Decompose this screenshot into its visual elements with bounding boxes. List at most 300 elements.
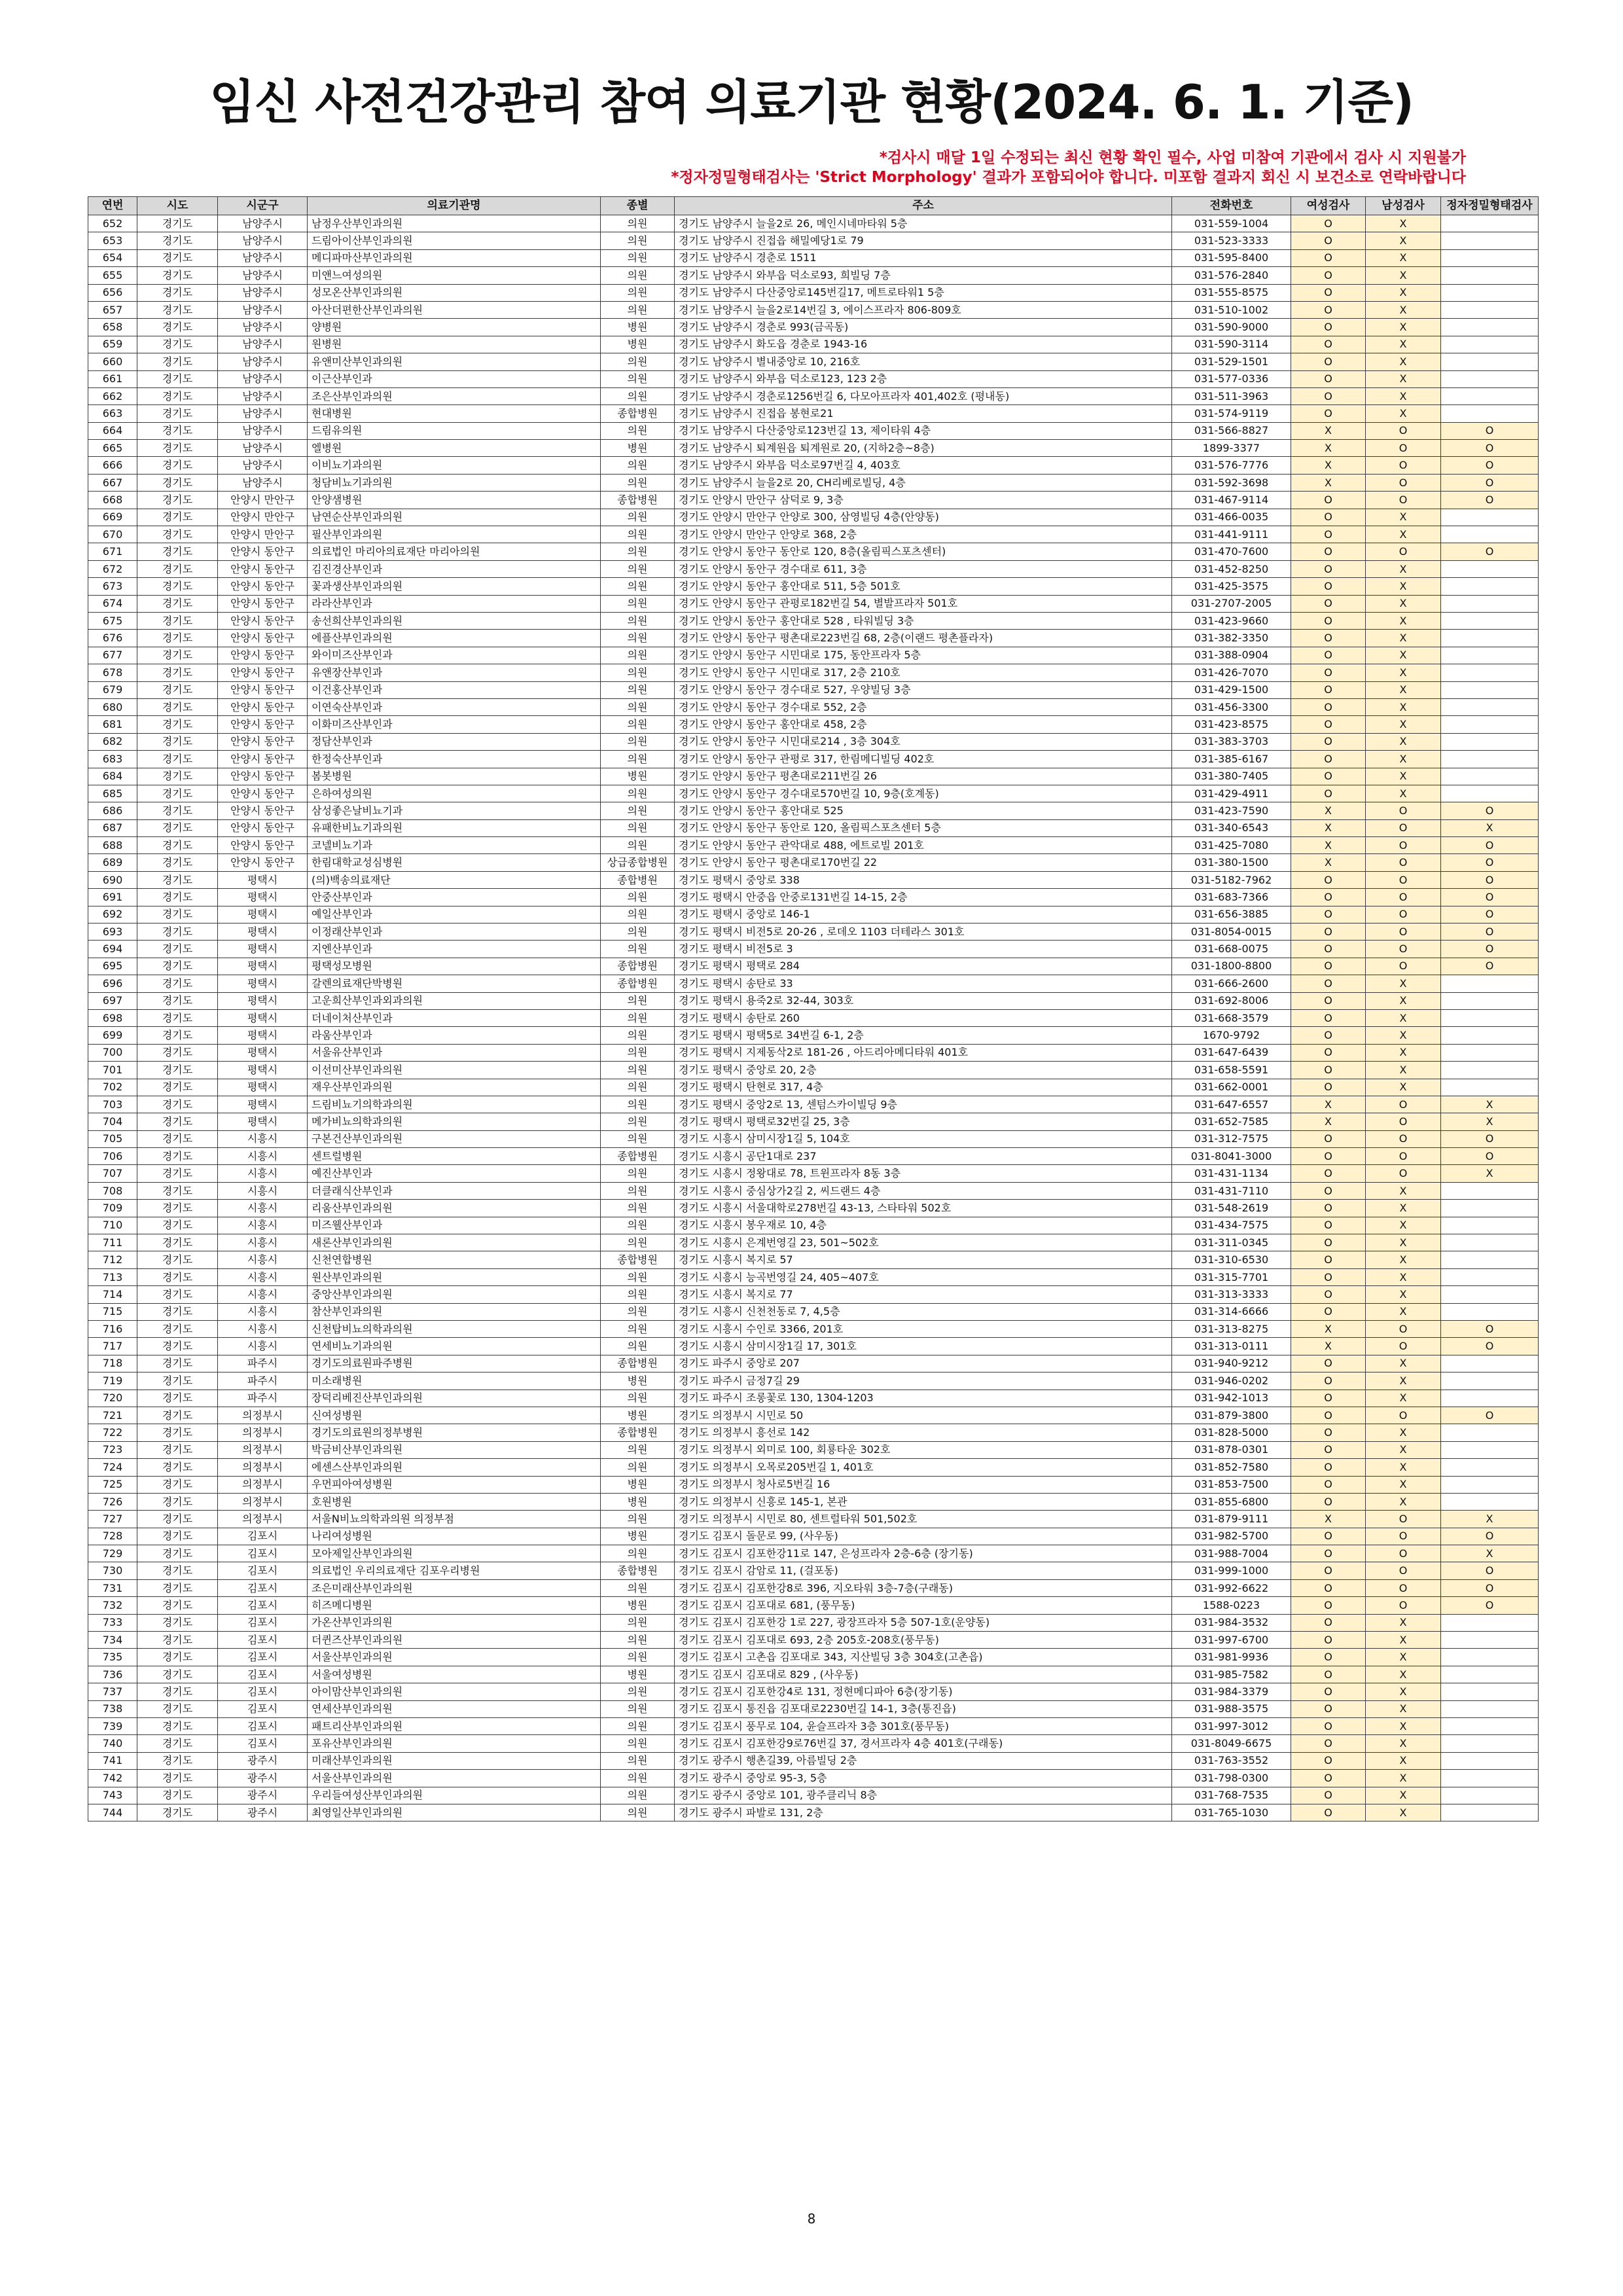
cell-district: 의정부시 — [218, 1459, 308, 1476]
cell-phone: 031-768-7535 — [1172, 1787, 1291, 1804]
cell-female-test: O — [1291, 941, 1366, 958]
cell-female-test: O — [1291, 924, 1366, 941]
table-row — [88, 492, 1539, 509]
cell-institution-type: 의원 — [601, 837, 675, 854]
cell-district: 의정부시 — [218, 1493, 308, 1510]
cell-male-test: X — [1366, 647, 1441, 664]
cell-district: 평택시 — [218, 906, 308, 923]
cell-male-test: O — [1366, 958, 1441, 975]
cell-sperm-morphology-test — [1441, 698, 1539, 715]
cell-institution-name: 연세비뇨기과의원 — [308, 1338, 601, 1355]
cell-province: 경기도 — [137, 405, 218, 422]
cell-female-test: O — [1291, 319, 1366, 336]
cell-phone: 031-434-7575 — [1172, 1217, 1291, 1234]
table-row — [88, 560, 1539, 577]
cell-phone: 031-576-7776 — [1172, 457, 1291, 474]
cell-female-test: O — [1291, 232, 1366, 249]
cell-row-number: 694 — [88, 941, 137, 958]
cell-institution-type: 의원 — [601, 267, 675, 284]
cell-province: 경기도 — [137, 284, 218, 301]
cell-male-test: X — [1366, 595, 1441, 612]
cell-institution-type: 의원 — [601, 698, 675, 715]
table-row — [88, 1493, 1539, 1510]
cell-address: 경기도 의정부시 시민로 50 — [675, 1407, 1172, 1424]
cell-male-test: X — [1366, 267, 1441, 284]
cell-female-test: O — [1291, 1027, 1366, 1044]
cell-sperm-morphology-test: O — [1441, 1130, 1539, 1147]
cell-phone: 031-999-1000 — [1172, 1562, 1291, 1579]
cell-district: 안양시 동안구 — [218, 560, 308, 577]
cell-institution-name: 최영일산부인과의원 — [308, 1804, 601, 1821]
cell-male-test: X — [1366, 1476, 1441, 1493]
cell-female-test: O — [1291, 1717, 1366, 1734]
cell-institution-name: 평택성모병원 — [308, 958, 601, 975]
cell-district: 김포시 — [218, 1528, 308, 1545]
cell-row-number: 703 — [88, 1096, 137, 1113]
cell-institution-name: 미앤느여성의원 — [308, 267, 601, 284]
cell-phone: 031-878-0301 — [1172, 1441, 1291, 1458]
cell-female-test: O — [1291, 1372, 1366, 1390]
cell-sperm-morphology-test — [1441, 319, 1539, 336]
cell-female-test: O — [1291, 1804, 1366, 1821]
cell-address: 경기도 평택시 중앙2로 13, 센텀스카이빌딩 9층 — [675, 1096, 1172, 1113]
cell-sperm-morphology-test — [1441, 1459, 1539, 1476]
cell-institution-type: 의원 — [601, 1770, 675, 1787]
cell-district: 남양주시 — [218, 284, 308, 301]
cell-male-test: O — [1366, 440, 1441, 457]
cell-district: 안양시 동안구 — [218, 698, 308, 715]
cell-row-number: 677 — [88, 647, 137, 664]
cell-sperm-morphology-test — [1441, 1700, 1539, 1717]
cell-district: 시흥시 — [218, 1251, 308, 1268]
cell-row-number: 652 — [88, 215, 137, 232]
cell-institution-type: 의원 — [601, 1735, 675, 1752]
cell-address: 경기도 남양주시 경춘로 993(금곡동) — [675, 319, 1172, 336]
cell-address: 경기도 평택시 송탄로 33 — [675, 975, 1172, 992]
cell-address: 경기도 평택시 송탄로 260 — [675, 1009, 1172, 1026]
cell-institution-name: 청담비뇨기과의원 — [308, 474, 601, 491]
cell-female-test: O — [1291, 1787, 1366, 1804]
table-row — [88, 819, 1539, 836]
cell-row-number: 702 — [88, 1079, 137, 1096]
cell-district: 안양시 만안구 — [218, 509, 308, 526]
cell-institution-name: 이근산부인과 — [308, 370, 601, 387]
cell-phone: 031-988-3575 — [1172, 1700, 1291, 1717]
cell-female-test: O — [1291, 1390, 1366, 1407]
cell-sperm-morphology-test: O — [1441, 492, 1539, 509]
cell-institution-type: 의원 — [601, 1338, 675, 1355]
cell-address: 경기도 안양시 동안구 경수대로 552, 2층 — [675, 698, 1172, 715]
cell-district: 평택시 — [218, 889, 308, 906]
cell-institution-type: 병원 — [601, 1597, 675, 1614]
cell-province: 경기도 — [137, 854, 218, 871]
cell-sperm-morphology-test: O — [1441, 1321, 1539, 1338]
cell-row-number: 680 — [88, 698, 137, 715]
cell-female-test: O — [1291, 1476, 1366, 1493]
cell-male-test: X — [1366, 1666, 1441, 1683]
cell-female-test: O — [1291, 1528, 1366, 1545]
table-row — [88, 509, 1539, 526]
table-row — [88, 1372, 1539, 1390]
cell-row-number: 711 — [88, 1234, 137, 1251]
cell-institution-type: 병원 — [601, 319, 675, 336]
cell-province: 경기도 — [137, 1770, 218, 1787]
cell-male-test: X — [1366, 1390, 1441, 1407]
cell-female-test: O — [1291, 543, 1366, 560]
cell-institution-name: 조은미래산부인과의원 — [308, 1579, 601, 1596]
cell-phone: 031-388-0904 — [1172, 647, 1291, 664]
cell-address: 경기도 안양시 만안구 안양로 368, 2층 — [675, 526, 1172, 543]
cell-sperm-morphology-test — [1441, 284, 1539, 301]
table-row — [88, 647, 1539, 664]
cell-district: 평택시 — [218, 1027, 308, 1044]
cell-phone: 031-656-3885 — [1172, 906, 1291, 923]
cell-female-test: X — [1291, 474, 1366, 491]
cell-female-test: O — [1291, 1441, 1366, 1458]
cell-district: 안양시 동안구 — [218, 630, 308, 647]
cell-phone: 031-431-1134 — [1172, 1165, 1291, 1182]
cell-phone: 031-997-6700 — [1172, 1632, 1291, 1649]
cell-district: 김포시 — [218, 1597, 308, 1614]
cell-row-number: 730 — [88, 1562, 137, 1579]
cell-row-number: 671 — [88, 543, 137, 560]
cell-sperm-morphology-test: O — [1441, 924, 1539, 941]
cell-district: 광주시 — [218, 1752, 308, 1769]
cell-male-test: X — [1366, 1770, 1441, 1787]
table-row — [88, 975, 1539, 992]
cell-phone: 031-314-6666 — [1172, 1303, 1291, 1320]
cell-district: 안양시 동안구 — [218, 578, 308, 595]
cell-institution-name: 이비뇨기과의원 — [308, 457, 601, 474]
cell-male-test: X — [1366, 1182, 1441, 1199]
cell-female-test: O — [1291, 1752, 1366, 1769]
cell-institution-name: 라라산부인과 — [308, 595, 601, 612]
cell-male-test: X — [1366, 370, 1441, 387]
cell-district: 안양시 동안구 — [218, 595, 308, 612]
cell-female-test: O — [1291, 1562, 1366, 1579]
cell-province: 경기도 — [137, 1009, 218, 1026]
cell-male-test: X — [1366, 578, 1441, 595]
cell-province: 경기도 — [137, 647, 218, 664]
table-row — [88, 1632, 1539, 1649]
cell-sperm-morphology-test — [1441, 681, 1539, 698]
cell-male-test: X — [1366, 1234, 1441, 1251]
cell-address: 경기도 안양시 동안구 동안로 120, 8층(올림픽스포츠센터) — [675, 543, 1172, 560]
cell-address: 경기도 시흥시 복지로 77 — [675, 1286, 1172, 1303]
cell-address: 경기도 남양주시 늘을2로14번길 3, 에이스프라자 806-809호 — [675, 301, 1172, 318]
cell-address: 경기도 시흥시 신천천동로 7, 4,5층 — [675, 1303, 1172, 1320]
cell-phone: 031-313-3333 — [1172, 1286, 1291, 1303]
table-row — [88, 1217, 1539, 1234]
table-row — [88, 941, 1539, 958]
cell-institution-name: 남정우산부인과의원 — [308, 215, 601, 232]
cell-female-test: X — [1291, 422, 1366, 439]
cell-institution-type: 의원 — [601, 751, 675, 768]
table-row — [88, 1528, 1539, 1545]
cell-district: 평택시 — [218, 958, 308, 975]
table-row — [88, 1424, 1539, 1441]
cell-district: 김포시 — [218, 1717, 308, 1734]
cell-male-test: O — [1366, 1148, 1441, 1165]
cell-row-number: 743 — [88, 1787, 137, 1804]
cell-institution-type: 의원 — [601, 1234, 675, 1251]
cell-district: 평택시 — [218, 1062, 308, 1079]
cell-address: 경기도 시흥시 능곡번영길 24, 405~407호 — [675, 1268, 1172, 1285]
cell-institution-type: 종합병원 — [601, 1355, 675, 1372]
cell-district: 안양시 동안구 — [218, 819, 308, 836]
cell-address: 경기도 남양주시 와부읍 덕소로123, 123 2층 — [675, 370, 1172, 387]
cell-address: 경기도 김포시 김포한강11로 147, 은성프라자 2층-6층 (장기동) — [675, 1545, 1172, 1562]
cell-institution-type: 의원 — [601, 353, 675, 370]
cell-institution-type: 의원 — [601, 1700, 675, 1717]
cell-institution-name: 한정숙산부인과 — [308, 751, 601, 768]
cell-male-test: O — [1366, 1528, 1441, 1545]
notice-line-1: *검사시 매달 1일 수정되는 최신 현황 확인 필수, 사업 미참여 기관에서 검사 시 지원불가 — [879, 149, 1466, 166]
cell-institution-name: 조은산부인과의원 — [308, 387, 601, 404]
cell-institution-name: 에센스산부인과의원 — [308, 1459, 601, 1476]
table-row — [88, 1562, 1539, 1579]
cell-male-test: O — [1366, 1597, 1441, 1614]
cell-institution-name: 엘병원 — [308, 440, 601, 457]
cell-sperm-morphology-test — [1441, 387, 1539, 404]
cell-phone: 031-992-6622 — [1172, 1579, 1291, 1596]
cell-phone: 031-8054-0015 — [1172, 924, 1291, 941]
table-row — [88, 1441, 1539, 1458]
table-row — [88, 958, 1539, 975]
table-row — [88, 249, 1539, 266]
cell-row-number: 726 — [88, 1493, 137, 1510]
cell-institution-type: 종합병원 — [601, 1251, 675, 1268]
cell-province: 경기도 — [137, 958, 218, 975]
cell-province: 경기도 — [137, 1717, 218, 1734]
cell-district: 안양시 동안구 — [218, 854, 308, 871]
cell-address: 경기도 시흥시 삼미시장1길 5, 104호 — [675, 1130, 1172, 1147]
cell-district: 시흥시 — [218, 1182, 308, 1199]
cell-address: 경기도 파주시 조롱꽃로 130, 1304-1203 — [675, 1390, 1172, 1407]
cell-female-test: X — [1291, 837, 1366, 854]
cell-address: 경기도 김포시 돌문로 99, (사우동) — [675, 1528, 1172, 1545]
cell-province: 경기도 — [137, 370, 218, 387]
cell-district: 안양시 동안구 — [218, 664, 308, 681]
cell-institution-type: 의원 — [601, 370, 675, 387]
cell-province: 경기도 — [137, 1545, 218, 1562]
cell-phone: 031-668-3579 — [1172, 1009, 1291, 1026]
cell-row-number: 684 — [88, 768, 137, 785]
cell-district: 안양시 동안구 — [218, 612, 308, 629]
cell-institution-name: 재우산부인과의원 — [308, 1079, 601, 1096]
cell-row-number: 676 — [88, 630, 137, 647]
cell-district: 평택시 — [218, 1044, 308, 1061]
cell-province: 경기도 — [137, 1234, 218, 1251]
cell-address: 경기도 김포시 고촌읍 김포대로 343, 지산빌딩 3층 304호(고촌읍) — [675, 1649, 1172, 1666]
cell-row-number: 691 — [88, 889, 137, 906]
cell-female-test: O — [1291, 1182, 1366, 1199]
cell-institution-name: 갈렌의료재단박병원 — [308, 975, 601, 992]
cell-sperm-morphology-test: X — [1441, 1096, 1539, 1113]
cell-female-test: X — [1291, 1096, 1366, 1113]
cell-phone: 031-662-0001 — [1172, 1079, 1291, 1096]
cell-province: 경기도 — [137, 1355, 218, 1372]
cell-province: 경기도 — [137, 560, 218, 577]
col-header-phone: 전화번호 — [1172, 197, 1291, 215]
cell-male-test: O — [1366, 543, 1441, 560]
cell-province: 경기도 — [137, 681, 218, 698]
cell-institution-type: 의원 — [601, 1787, 675, 1804]
cell-female-test: O — [1291, 751, 1366, 768]
cell-sperm-morphology-test — [1441, 733, 1539, 750]
table-row — [88, 768, 1539, 785]
cell-district: 남양주시 — [218, 353, 308, 370]
cell-institution-type: 병원 — [601, 1493, 675, 1510]
cell-institution-type: 의원 — [601, 422, 675, 439]
table-row — [88, 595, 1539, 612]
cell-phone: 031-981-9936 — [1172, 1649, 1291, 1666]
cell-phone: 031-683-7366 — [1172, 889, 1291, 906]
cell-male-test: X — [1366, 1268, 1441, 1285]
cell-institution-type: 병원 — [601, 336, 675, 353]
cell-institution-name: 메디파마산부인과의원 — [308, 249, 601, 266]
cell-male-test: O — [1366, 906, 1441, 923]
cell-institution-name: 의료법인 우리의료재단 김포우리병원 — [308, 1562, 601, 1579]
cell-address: 경기도 남양주시 화도읍 경춘로 1943-16 — [675, 336, 1172, 353]
cell-sperm-morphology-test — [1441, 975, 1539, 992]
cell-province: 경기도 — [137, 1251, 218, 1268]
cell-male-test: O — [1366, 924, 1441, 941]
cell-institution-type: 의원 — [601, 1804, 675, 1821]
cell-sperm-morphology-test: O — [1441, 543, 1539, 560]
table-row — [88, 526, 1539, 543]
cell-phone: 031-576-2840 — [1172, 267, 1291, 284]
cell-province: 경기도 — [137, 387, 218, 404]
cell-province: 경기도 — [137, 1062, 218, 1079]
cell-sperm-morphology-test — [1441, 1787, 1539, 1804]
cell-phone: 031-431-7110 — [1172, 1182, 1291, 1199]
cell-sperm-morphology-test — [1441, 370, 1539, 387]
table-row — [88, 578, 1539, 595]
cell-sperm-morphology-test — [1441, 612, 1539, 629]
cell-institution-type: 종합병원 — [601, 492, 675, 509]
cell-phone: 031-574-9119 — [1172, 405, 1291, 422]
col-header-district: 시군구 — [218, 197, 308, 215]
cell-male-test: X — [1366, 1079, 1441, 1096]
cell-row-number: 664 — [88, 422, 137, 439]
cell-sperm-morphology-test — [1441, 768, 1539, 785]
cell-institution-name: 이정래산부인과 — [308, 924, 601, 941]
cell-female-test: O — [1291, 958, 1366, 975]
table-row — [88, 733, 1539, 750]
cell-province: 경기도 — [137, 1424, 218, 1441]
table-row — [88, 1303, 1539, 1320]
cell-institution-type: 의원 — [601, 1182, 675, 1199]
cell-institution-type: 의원 — [601, 681, 675, 698]
cell-address: 경기도 의정부시 오목로205번길 1, 401호 — [675, 1459, 1172, 1476]
cell-phone: 031-985-7582 — [1172, 1666, 1291, 1683]
cell-female-test: O — [1291, 1579, 1366, 1596]
cell-district: 남양주시 — [218, 474, 308, 491]
cell-province: 경기도 — [137, 319, 218, 336]
cell-female-test: O — [1291, 612, 1366, 629]
cell-province: 경기도 — [137, 1683, 218, 1700]
cell-address: 경기도 평택시 중앙로 20, 2층 — [675, 1062, 1172, 1079]
cell-institution-type: 의원 — [601, 647, 675, 664]
cell-province: 경기도 — [137, 440, 218, 457]
table-row — [88, 1614, 1539, 1631]
cell-institution-name: 와이미즈산부인과 — [308, 647, 601, 664]
cell-district: 의정부시 — [218, 1476, 308, 1493]
cell-female-test: O — [1291, 267, 1366, 284]
cell-institution-type: 의원 — [601, 1079, 675, 1096]
cell-district: 파주시 — [218, 1372, 308, 1390]
cell-institution-name: 박금비산부인과의원 — [308, 1441, 601, 1458]
cell-district: 평택시 — [218, 871, 308, 888]
cell-female-test: O — [1291, 1666, 1366, 1683]
cell-phone: 031-312-7575 — [1172, 1130, 1291, 1147]
table-body — [88, 215, 1539, 1821]
cell-sperm-morphology-test — [1441, 630, 1539, 647]
table-row — [88, 457, 1539, 474]
cell-institution-type: 병원 — [601, 1476, 675, 1493]
cell-row-number: 679 — [88, 681, 137, 698]
table-row — [88, 1268, 1539, 1285]
cell-female-test: O — [1291, 336, 1366, 353]
cell-address: 경기도 안양시 동안구 평촌대로211번길 26 — [675, 768, 1172, 785]
cell-institution-name: 안양샘병원 — [308, 492, 601, 509]
cell-province: 경기도 — [137, 1493, 218, 1510]
cell-phone: 031-879-3800 — [1172, 1407, 1291, 1424]
cell-male-test: X — [1366, 1717, 1441, 1734]
cell-district: 안양시 만안구 — [218, 492, 308, 509]
cell-phone: 031-523-3333 — [1172, 232, 1291, 249]
col-header-type: 종별 — [601, 197, 675, 215]
cell-institution-type: 종합병원 — [601, 405, 675, 422]
cell-institution-type: 의원 — [601, 1459, 675, 1476]
cell-institution-type: 의원 — [601, 1303, 675, 1320]
table-row — [88, 1390, 1539, 1407]
cell-address: 경기도 안양시 동안구 관평로 317, 한림메디빌딩 402호 — [675, 751, 1172, 768]
table-row — [88, 1752, 1539, 1769]
cell-institution-name: 미소래병원 — [308, 1372, 601, 1390]
cell-address: 경기도 남양주시 별내중앙로 10, 216호 — [675, 353, 1172, 370]
cell-male-test: X — [1366, 1459, 1441, 1476]
cell-institution-name: 새론산부인과의원 — [308, 1234, 601, 1251]
cell-institution-type: 의원 — [601, 612, 675, 629]
cell-sperm-morphology-test: X — [1441, 1165, 1539, 1182]
cell-phone: 031-425-3575 — [1172, 578, 1291, 595]
cell-row-number: 681 — [88, 716, 137, 733]
table-row — [88, 1165, 1539, 1182]
cell-institution-type: 종합병원 — [601, 1424, 675, 1441]
cell-female-test: O — [1291, 716, 1366, 733]
cell-address: 경기도 남양주시 늘을2로 20, CH리베로빌딩, 4층 — [675, 474, 1172, 491]
cell-phone: 031-828-5000 — [1172, 1424, 1291, 1441]
cell-institution-name: 경기도의료원의정부병원 — [308, 1424, 601, 1441]
cell-male-test: O — [1366, 819, 1441, 836]
cell-district: 김포시 — [218, 1632, 308, 1649]
cell-institution-name: 에플산부인과의원 — [308, 630, 601, 647]
cell-row-number: 727 — [88, 1511, 137, 1528]
cell-male-test: X — [1366, 1493, 1441, 1510]
cell-phone: 031-946-0202 — [1172, 1372, 1291, 1390]
table-row — [88, 301, 1539, 318]
cell-male-test: X — [1366, 1303, 1441, 1320]
cell-phone: 031-647-6557 — [1172, 1096, 1291, 1113]
cell-male-test: X — [1366, 1217, 1441, 1234]
cell-address: 경기도 파주시 금정7길 29 — [675, 1372, 1172, 1390]
table-row — [88, 854, 1539, 871]
cell-sperm-morphology-test — [1441, 1009, 1539, 1026]
cell-district: 안양시 만안구 — [218, 526, 308, 543]
cell-district: 김포시 — [218, 1649, 308, 1666]
